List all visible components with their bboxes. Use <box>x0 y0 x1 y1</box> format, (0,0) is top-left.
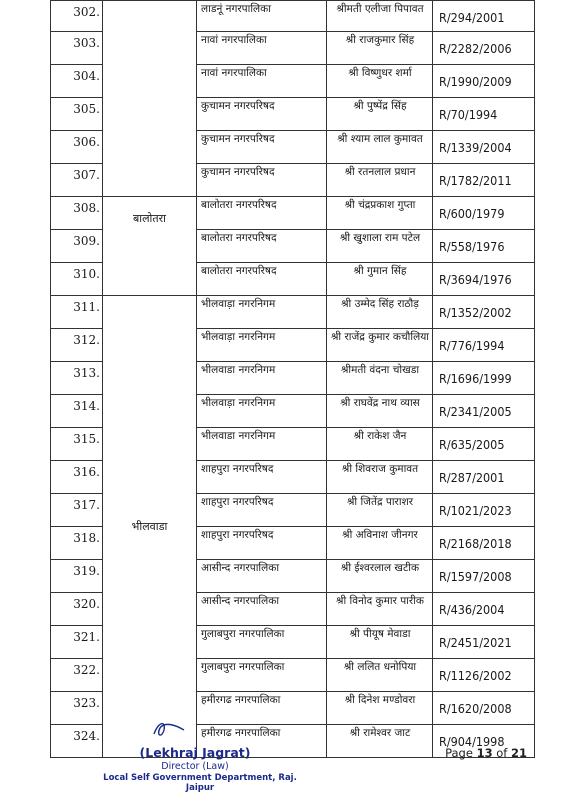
registration-number: R/3694/1976 <box>433 263 535 296</box>
member-name: श्री दिनेश मण्डोवरा <box>327 692 433 725</box>
member-name: श्री राजकुमार सिंह <box>327 32 433 65</box>
page-of: of <box>492 746 511 760</box>
member-name: श्रीमती वंदना चोखडा <box>327 362 433 395</box>
registration-number: R/2341/2005 <box>433 395 535 428</box>
member-name: श्रीमती एलीजा पिपावत <box>327 1 433 32</box>
registration-number: R/600/1979 <box>433 197 535 230</box>
serial-number: 313. <box>51 362 103 395</box>
records-table <box>50 0 535 758</box>
registration-number: R/904/1998 <box>433 725 535 758</box>
page-prefix: Page <box>445 746 477 760</box>
member-name: श्री रतनलाल प्रधान <box>327 164 433 197</box>
serial-number: 324. <box>51 725 103 758</box>
serial-number: 318. <box>51 527 103 560</box>
registration-number: R/1352/2002 <box>433 296 535 329</box>
serial-number: 317. <box>51 494 103 527</box>
member-name: श्री विनोद कुमार पारीक <box>327 593 433 626</box>
table-row <box>51 197 535 230</box>
registration-number: R/436/2004 <box>433 593 535 626</box>
municipal-body: शाहपुरा नगरपरिषद <box>197 461 327 494</box>
member-name: श्री विष्णुधर शर्मा <box>327 65 433 98</box>
signatory-department: Local Self Government Department, Raj. Jaipur <box>103 773 297 793</box>
registration-number: R/2282/2006 <box>433 32 535 65</box>
serial-number: 311. <box>51 296 103 329</box>
serial-number: 316. <box>51 461 103 494</box>
registration-number: R/776/1994 <box>433 329 535 362</box>
serial-number: 305. <box>51 98 103 131</box>
municipal-body: भीलवाड़ा नगरनिगम <box>197 296 327 329</box>
serial-number: 314. <box>51 395 103 428</box>
page-total: 21 <box>510 746 527 760</box>
registration-number: R/1597/2008 <box>433 560 535 593</box>
municipal-body: बालोतरा नगरपरिषद <box>197 230 327 263</box>
serial-number: 307. <box>51 164 103 197</box>
municipal-body: नावां नगरपालिका <box>197 65 327 98</box>
municipal-body: आसीन्द नगरपालिका <box>197 593 327 626</box>
page-current: 13 <box>476 746 493 760</box>
serial-number: 321. <box>51 626 103 659</box>
member-name: श्री शिवराज कुमावत <box>327 461 433 494</box>
registration-number: R/1021/2023 <box>433 494 535 527</box>
registration-number: R/1782/2011 <box>433 164 535 197</box>
serial-number: 308. <box>51 197 103 230</box>
municipal-body: गुलाबपुरा नगरपालिका <box>197 659 327 692</box>
registration-number: R/1696/1999 <box>433 362 535 395</box>
serial-number: 306. <box>51 131 103 164</box>
municipal-body: भीलवाड़ा नगरनिगम <box>197 395 327 428</box>
table-row <box>51 296 535 329</box>
member-name: श्री जितेंद्र पाराशर <box>327 494 433 527</box>
district-name <box>103 1 197 197</box>
serial-number: 312. <box>51 329 103 362</box>
serial-number: 310. <box>51 263 103 296</box>
registration-number: R/70/1994 <box>433 98 535 131</box>
registration-number: R/2168/2018 <box>433 527 535 560</box>
member-name: श्री राघवेंद्र नाथ व्यास <box>327 395 433 428</box>
signature-scribble <box>150 718 190 744</box>
municipal-body: गुलाबपुरा नगरपालिका <box>197 626 327 659</box>
serial-number: 315. <box>51 428 103 461</box>
registration-number: R/558/1976 <box>433 230 535 263</box>
municipal-body: भीलवाडा नगरनिगम <box>197 362 327 395</box>
serial-number: 304. <box>51 65 103 98</box>
registration-number: R/1620/2008 <box>433 692 535 725</box>
registration-number: R/635/2005 <box>433 428 535 461</box>
member-name: श्री ललित धनोपिया <box>327 659 433 692</box>
member-name: श्री ईश्वरलाल खटीक <box>327 560 433 593</box>
member-name: श्री राजेंद्र कुमार कचौलिया <box>327 329 433 362</box>
municipal-body: कुचामन नगरपरिषद <box>197 131 327 164</box>
serial-number: 303. <box>51 32 103 65</box>
municipal-body: बालोतरा नगरपरिषद <box>197 263 327 296</box>
member-name: श्री खुशाला राम पटेल <box>327 230 433 263</box>
member-name: श्री पीयूष मेवाडा <box>327 626 433 659</box>
municipal-body: कुचामन नगरपरिषद <box>197 98 327 131</box>
municipal-body: शाहपुरा नगरपरिषद <box>197 494 327 527</box>
serial-number: 309. <box>51 230 103 263</box>
municipal-body: आसीन्द नगरपालिका <box>197 560 327 593</box>
serial-number: 320. <box>51 593 103 626</box>
signatory-name: (Lekhraj Jagrat) <box>139 745 251 760</box>
municipal-body: हमीरगढ नगरपालिका <box>197 692 327 725</box>
municipal-body: हमीरगढ नगरपालिका <box>197 725 327 758</box>
registration-number: R/1339/2004 <box>433 131 535 164</box>
municipal-body: भीलवाड़ा नगरनिगम <box>197 329 327 362</box>
district-name: भीलवाडा <box>103 296 197 758</box>
municipal-body: भीलवाडा नगरनिगम <box>197 428 327 461</box>
member-name: श्री उम्मेद सिंह राठौड़ <box>327 296 433 329</box>
municipal-body: बालोतरा नगरपरिषद <box>197 197 327 230</box>
registration-number: R/294/2001 <box>433 1 535 32</box>
serial-number: 302. <box>51 1 103 32</box>
member-name: श्री चंद्रप्रकाश गुप्ता <box>327 197 433 230</box>
registration-number: R/1990/2009 <box>433 65 535 98</box>
registration-number: R/287/2001 <box>433 461 535 494</box>
municipal-body: नावां नगरपालिका <box>197 32 327 65</box>
serial-number: 323. <box>51 692 103 725</box>
district-name: बालोतरा <box>103 197 197 296</box>
serial-number: 322. <box>51 659 103 692</box>
signatory-title: Director (Law) <box>161 761 229 772</box>
page-number <box>445 746 527 760</box>
registration-number: R/1126/2002 <box>433 659 535 692</box>
member-name: श्री राकेश जैन <box>327 428 433 461</box>
registration-number: R/2451/2021 <box>433 626 535 659</box>
municipal-body: लाडनूं नगरपालिका <box>197 1 327 32</box>
municipal-body: कुचामन नगरपरिषद <box>197 164 327 197</box>
member-name: श्री गुमान सिंह <box>327 263 433 296</box>
member-name: श्री पुष्पेंद्र सिंह <box>327 98 433 131</box>
serial-number: 319. <box>51 560 103 593</box>
municipal-body: शाहपुरा नगरपरिषद <box>197 527 327 560</box>
member-name: श्री रामेश्वर जाट <box>327 725 433 758</box>
table-row <box>51 1 535 32</box>
member-name: श्री अविनाश जीनगर <box>327 527 433 560</box>
member-name: श्री श्याम लाल कुमावत <box>327 131 433 164</box>
